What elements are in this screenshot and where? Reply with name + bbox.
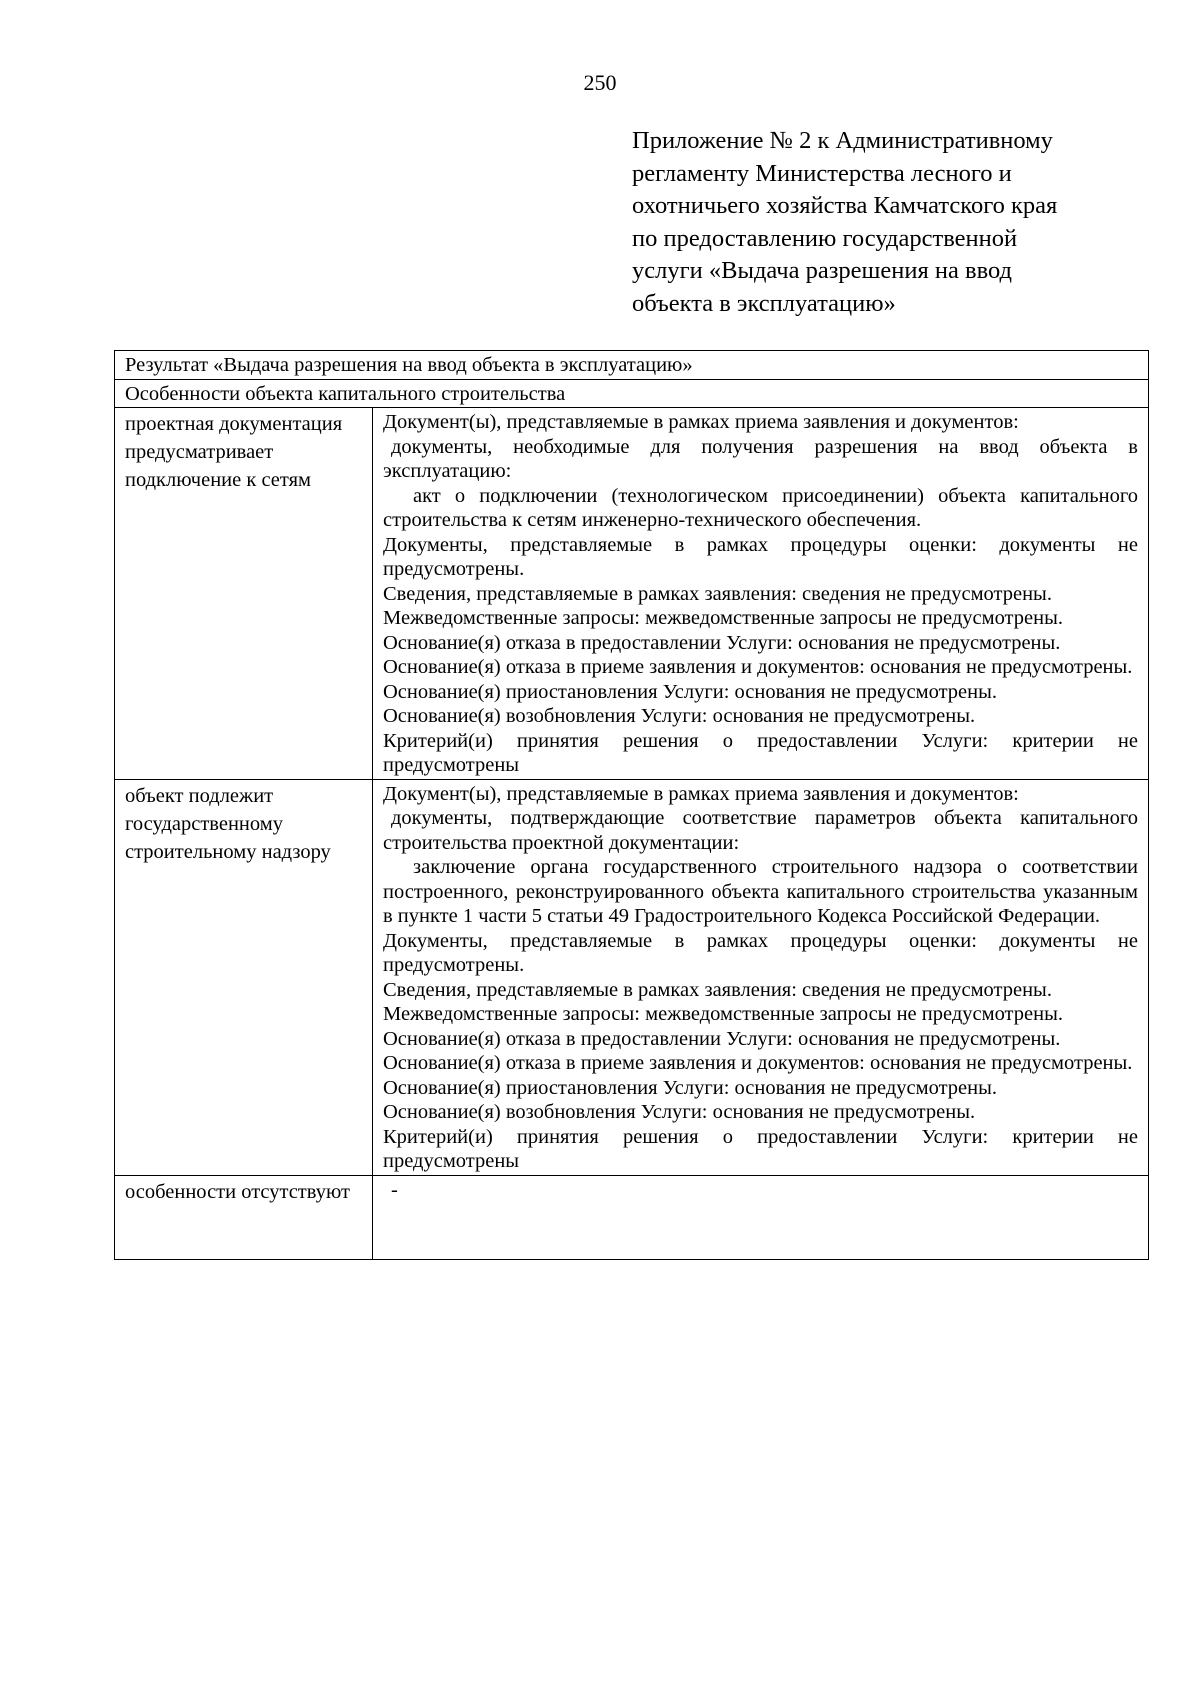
detail-paragraph: Критерий(и) принятия решения о предоставлении Услуги: критерии не предусмотрены	[383, 1125, 1138, 1172]
features-cell: Особенности объекта капитального строительства	[115, 379, 1149, 408]
feature-row	[115, 408, 1149, 780]
appendix-header-line: охотничьего хозяйства Камчатского края	[632, 192, 1058, 219]
detail-paragraph: Сведения, представляемые в рамках заявления: сведения не предусмотрены.	[383, 978, 1052, 1001]
detail-paragraph: Сведения, представляемые в рамках заявления: сведения не предусмотрены.	[383, 582, 1052, 605]
detail-paragraph: документы, необходимые для получения разрешения на ввод объекта в эксплуатацию:	[383, 435, 1138, 482]
detail-paragraph: заключение органа государственного строительного надзора о соответствии построенного, реконструированного объекта капитального строительства указанным в пункте 1 части 5 статьи 49 Градостроительного Кодекса Российской Федерации.	[383, 856, 1138, 927]
detail-paragraph: Основание(я) отказа в предоставлении Услуги: основания не предусмотрены.	[383, 1027, 1061, 1050]
regulation-table	[114, 350, 1149, 1260]
detail-cell	[373, 779, 1149, 1175]
appendix-header-line: Приложение № 2 к Административному	[632, 127, 1053, 154]
appendix-header	[632, 125, 1192, 320]
feature-row	[115, 1175, 1149, 1259]
detail-paragraph: Основание(я) возобновления Услуги: основания не предусмотрены.	[383, 705, 976, 727]
detail-paragraph: Основание(я) отказа в приеме заявления и документов: основания не предусмотрены.	[383, 656, 1133, 678]
page-number: 250	[583, 70, 617, 95]
detail-paragraph: Документы, представляемые в рамках процедуры оценки: документы не предусмотрены.	[383, 929, 1138, 976]
detail-paragraph: Основание(я) приостановления Услуги: основания не предусмотрены.	[383, 680, 998, 703]
detail-paragraph: Документ(ы), представляемые в рамках приема заявления и документов:	[383, 411, 1019, 433]
detail-paragraph: Документы, представляемые в рамках процедуры оценки: документы не предусмотрены.	[383, 533, 1138, 580]
result-row	[115, 351, 1149, 380]
result-cell: Результат «Выдача разрешения на ввод объекта в эксплуатацию»	[115, 351, 1149, 380]
appendix-header-line: объекта в эксплуатацию»	[632, 289, 896, 317]
detail-paragraph: -	[391, 1178, 398, 1201]
feature-cell: проектная документация предусматривает подключение к сетям	[115, 408, 373, 780]
detail-paragraph: Критерий(и) принятия решения о предоставлении Услуги: критерии не предусмотрены	[383, 729, 1138, 776]
detail-paragraph: Основание(я) приостановления Услуги: основания не предусмотрены.	[383, 1076, 998, 1099]
regulation-table-body	[115, 351, 1149, 1260]
appendix-header-line: по предоставлению государственной	[632, 224, 1018, 252]
features-row	[115, 379, 1149, 408]
detail-paragraph: Основание(я) отказа в приеме заявления и документов: основания не предусмотрены.	[383, 1052, 1133, 1074]
detail-paragraph: документы, подтверждающие соответствие параметров объекта капитального строительства проектной документации:	[383, 807, 1138, 854]
detail-paragraph: Межведомственные запросы: межведомственные запросы не предусмотрены.	[383, 1003, 1063, 1025]
detail-paragraph: Основание(я) отказа в предоставлении Услуги: основания не предусмотрены.	[383, 631, 1061, 654]
detail-paragraph: Основание(я) возобновления Услуги: основания не предусмотрены.	[383, 1101, 976, 1123]
feature-cell: особенности отсутствуют	[115, 1175, 373, 1259]
detail-cell	[373, 408, 1149, 780]
detail-cell	[373, 1175, 1149, 1259]
detail-paragraph: Документ(ы), представляемые в рамках приема заявления и документов:	[383, 782, 1019, 805]
detail-paragraph: акт о подключении (технологическом присоединении) объекта капитального строительства к сетям инженерно-технического обеспечения.	[383, 484, 1138, 531]
feature-cell: объект подлежит государственному строительному надзору	[115, 779, 373, 1175]
detail-paragraph: Межведомственные запросы: межведомственные запросы не предусмотрены.	[383, 607, 1063, 629]
feature-row	[115, 779, 1149, 1175]
appendix-header-line: услуги «Выдача разрешения на ввод	[632, 257, 1012, 284]
appendix-header-line: регламенту Министерства лесного и	[632, 159, 1012, 187]
